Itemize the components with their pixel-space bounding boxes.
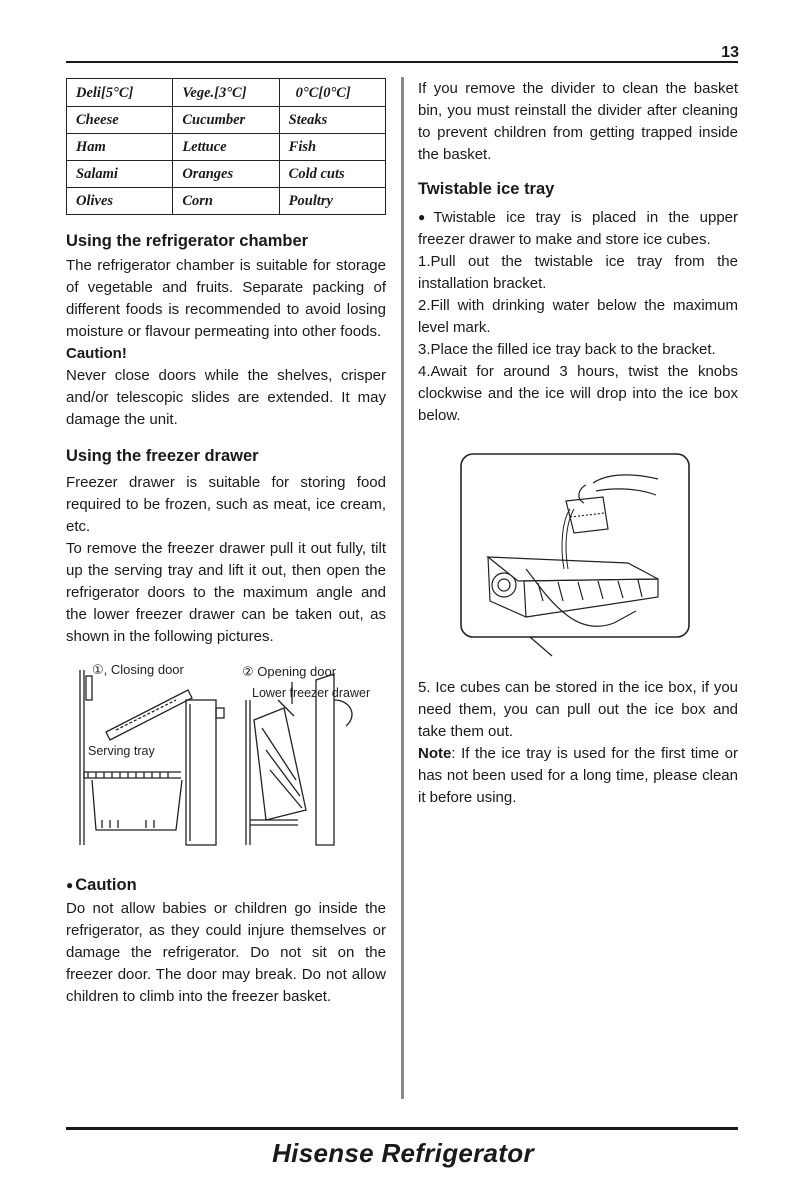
fridge-chamber-body: The refrigerator chamber is suitable for storage of vegetable and fruits. Separate packing of different foods is recommended to avoid losing moisture or flavour permeating into other foods. (66, 257, 386, 340)
bullet-icon (418, 209, 433, 226)
note-label: Note (418, 745, 452, 762)
caution-body: Do not allow babies or children go inside the refrigerator, as they could injure themselves or damage the refrigerator. Do not sit on the freezer door. The door may break. Do not allow children to climb into the freezer basket. (66, 900, 386, 1005)
left-column (66, 78, 386, 1008)
table-row (67, 134, 386, 161)
food-storage-table (66, 78, 386, 215)
right-column (418, 78, 738, 809)
caution-heading-text: Caution (75, 876, 137, 894)
table-cell: Salami (67, 161, 173, 188)
ice-tray-note (418, 743, 738, 809)
table-cell: Oranges (173, 161, 279, 188)
table-cell: Cheese (67, 107, 173, 134)
fridge-chamber-heading: Using the refrigerator chamber (66, 232, 309, 250)
ice-tray-heading: Twistable ice tray (418, 180, 555, 198)
page-number: 13 (721, 44, 739, 61)
table-cell: Cold cuts (279, 161, 385, 188)
table-header-cell: Deli[5°C] (67, 79, 173, 107)
table-cell: Poultry (279, 188, 385, 215)
ice-tray-step-3: 3.Place the filled ice tray back to the bracket. (418, 341, 716, 358)
table-header-cell: Vege.[3°C] (173, 79, 279, 107)
footer-rule (66, 1127, 738, 1130)
closing-door-label: ①, Closing door (92, 662, 184, 677)
ice-tray-intro-text: Twistable ice tray is placed in the upper freezer drawer to make and store ice cubes. (418, 209, 738, 248)
column-divider (401, 77, 404, 1099)
serving-tray-label: Serving tray (88, 744, 155, 758)
fridge-caution-text: Never close doors while the shelves, crisper and/or telescopic slides are extended. It may damage the unit. (66, 367, 386, 428)
table-cell: Cucumber (173, 107, 279, 134)
table-row (67, 188, 386, 215)
caution-heading (66, 874, 386, 896)
table-row (67, 161, 386, 188)
brand-footer: Hisense Refrigerator (272, 1138, 534, 1168)
ice-tray-step-2: 2.Fill with drinking water below the maximum level mark. (418, 297, 738, 336)
table-header-row (67, 79, 386, 107)
ice-tray-step-5: 5. Ice cubes can be stored in the ice box, if you need them, you can pull out the ice box and take them out. (418, 679, 738, 740)
bullet-icon (66, 876, 75, 894)
ice-tray-intro (418, 206, 738, 251)
freezer-drawer-body-2: To remove the freezer drawer pull it out fully, tilt up the serving tray and lift it out, then open the refrigerator doors to the maximum angle and the lower freezer drawer can be taken out, as shown in the following pictures. (66, 540, 386, 645)
freezer-drawer-heading: Using the freezer drawer (66, 447, 259, 465)
pouring-scene (488, 475, 658, 626)
note-text: : If the ice tray is used for the first time or has not been used for a long time, please clean it before using. (418, 745, 738, 806)
divider-note: If you remove the divider to clean the basket bin, you must reinstall the divider after cleaning to prevent children from getting trapped inside the basket. (418, 80, 738, 163)
table-header-cell: 0°C[0°C] (279, 79, 385, 107)
ice-tray-illustration (418, 451, 738, 661)
ice-tray-step-1: 1.Pull out the twistable ice tray from the installation bracket. (418, 253, 738, 292)
fridge-caution-label: Caution! (66, 345, 127, 362)
table-cell: Lettuce (173, 134, 279, 161)
lower-freezer-drawer-label: Lower freezer drawer (252, 686, 371, 700)
header-rule (66, 61, 738, 63)
freezer-drawer-illustration (66, 660, 386, 860)
freezer-drawer-body-1: Freezer drawer is suitable for storing food required to be frozen, such as meat, ice cream, etc. (66, 474, 386, 535)
opening-door-label: ② Opening door (242, 664, 337, 679)
table-cell: Ham (67, 134, 173, 161)
ice-tray-step-4: 4.Await for around 3 hours, twist the knobs clockwise and the ice will drop into the ice box below. (418, 363, 738, 424)
table-cell: Steaks (279, 107, 385, 134)
table-cell: Corn (173, 188, 279, 215)
table-cell: Olives (67, 188, 173, 215)
table-cell: Fish (279, 134, 385, 161)
table-row (67, 107, 386, 134)
